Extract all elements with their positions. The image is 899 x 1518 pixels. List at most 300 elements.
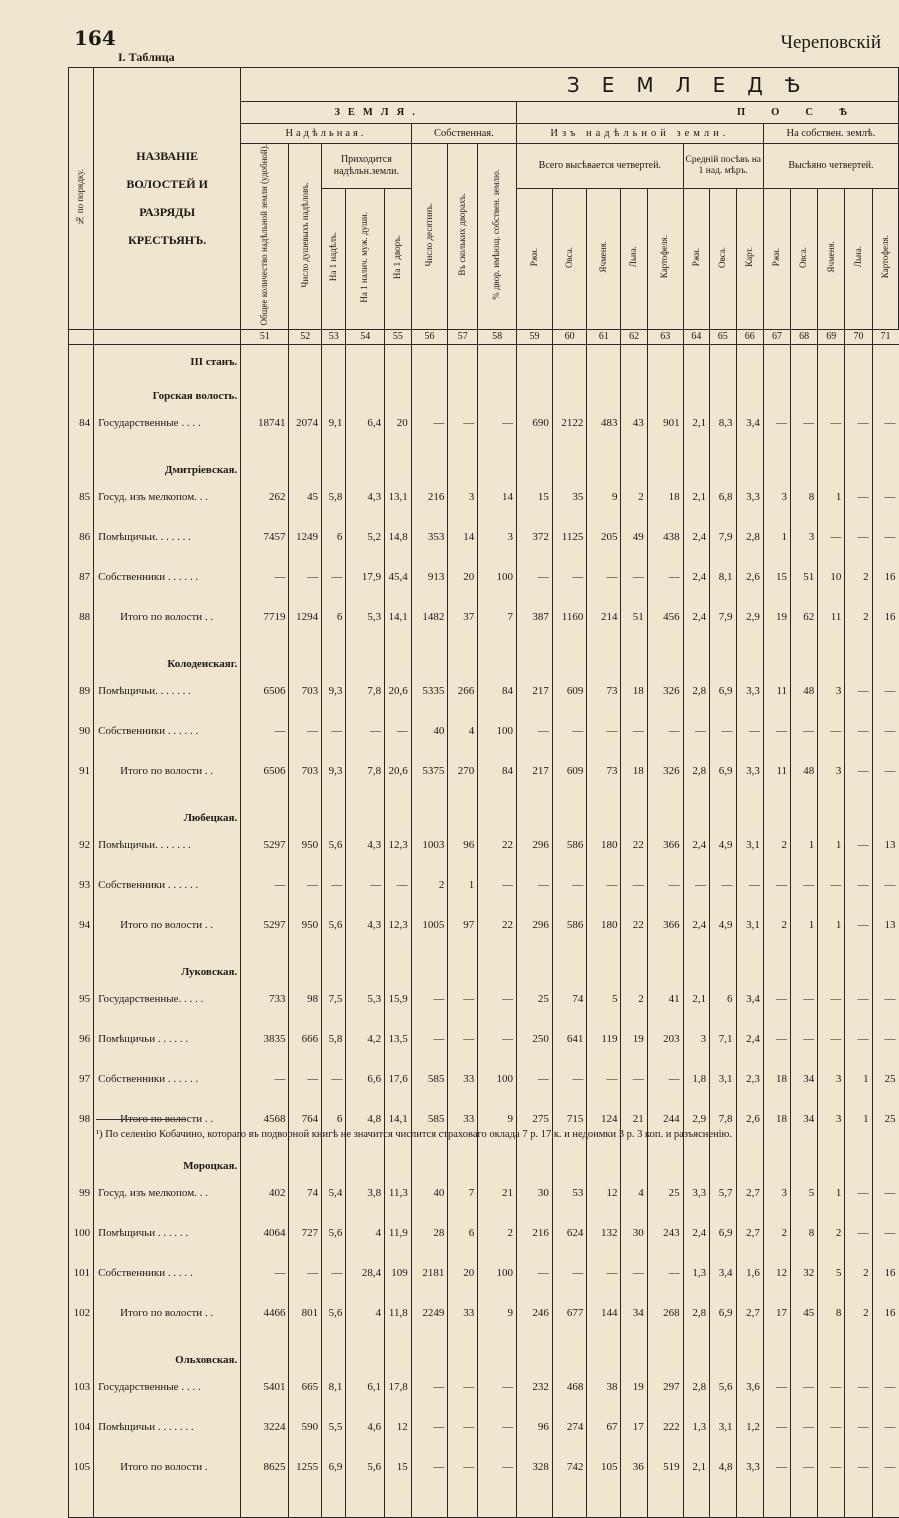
empty-cell xyxy=(346,935,385,955)
table-cell: 2,4 xyxy=(683,567,709,587)
zemlya-header: ЗЕМЛЯ. xyxy=(241,102,517,124)
column-number: 52 xyxy=(289,329,322,344)
zemledelie-title: ЗЕМЛЕДѢ xyxy=(241,68,899,102)
empty-cell xyxy=(385,1009,412,1029)
empty-cell xyxy=(736,507,763,527)
empty-cell xyxy=(736,801,763,835)
table-cell: — xyxy=(818,1377,845,1397)
column-number: 58 xyxy=(478,329,517,344)
table-cell: 20 xyxy=(448,567,478,587)
empty-cell xyxy=(683,1149,709,1183)
table-cell: 4568 xyxy=(241,1109,289,1129)
table-cell: 1,6 xyxy=(736,1263,763,1283)
table-cell: — xyxy=(516,721,552,741)
empty-cell xyxy=(385,1049,412,1069)
table-cell: — xyxy=(411,413,448,433)
no-column-header: № по порядку. xyxy=(69,68,94,330)
empty-cell xyxy=(872,587,898,607)
empty-cell xyxy=(448,781,478,801)
row-gap xyxy=(69,895,899,915)
table-cell: 2,4 xyxy=(683,915,709,935)
footnote: ¹) По селенію Кобачино, котораго въ подворной книгѣ не значится числится страховаго оклада 7 р. 17 к. и недоимки 3 р. 3 коп. и разъясненію. xyxy=(96,1129,733,1140)
empty-cell xyxy=(647,1437,683,1457)
empty-cell xyxy=(818,1343,845,1377)
empty-cell xyxy=(587,1497,621,1518)
empty-cell xyxy=(710,1437,736,1457)
empty-cell xyxy=(818,1477,845,1497)
empty-cell xyxy=(411,1323,448,1343)
empty-cell xyxy=(478,1203,517,1223)
table-cell: 33 xyxy=(448,1109,478,1129)
empty-cell xyxy=(241,1343,289,1377)
table-cell: 266 xyxy=(448,681,478,701)
empty-cell xyxy=(346,1343,385,1377)
volost-name: Любецкая. xyxy=(94,801,241,835)
table-cell: 20 xyxy=(448,1263,478,1283)
empty-cell xyxy=(552,647,586,681)
table-cell: 297 xyxy=(647,1377,683,1397)
table-row xyxy=(69,607,899,627)
empty-cell xyxy=(763,507,790,527)
empty-cell xyxy=(683,453,709,487)
empty-cell xyxy=(385,935,412,955)
empty-cell xyxy=(516,627,552,647)
table-cell: 2 xyxy=(763,915,790,935)
empty-cell xyxy=(346,1283,385,1303)
empty-cell xyxy=(791,1283,818,1303)
table-cell: — xyxy=(241,1263,289,1283)
crop-b-header: Карт. xyxy=(736,188,763,329)
row-gap xyxy=(69,1397,899,1417)
empty-cell xyxy=(69,935,94,955)
row-gap xyxy=(69,741,899,761)
empty-cell xyxy=(411,1477,448,1497)
table-cell: 3 xyxy=(818,761,845,781)
empty-cell xyxy=(516,1089,552,1109)
table-cell: 3,1 xyxy=(736,915,763,935)
empty-cell xyxy=(241,379,289,413)
row-gap xyxy=(69,547,899,567)
empty-cell xyxy=(587,1149,621,1183)
empty-cell xyxy=(94,1437,241,1457)
column-number: 62 xyxy=(621,329,647,344)
empty-cell xyxy=(818,1437,845,1457)
empty-cell xyxy=(69,1497,94,1518)
empty-cell xyxy=(683,1397,709,1417)
empty-cell xyxy=(385,1437,412,1457)
empty-cell xyxy=(845,587,872,607)
empty-cell xyxy=(587,1009,621,1029)
table-cell: 8625 xyxy=(241,1457,289,1477)
table-cell: 25 xyxy=(647,1183,683,1203)
empty-cell xyxy=(448,1477,478,1497)
table-row xyxy=(69,875,899,895)
empty-cell xyxy=(587,647,621,681)
empty-cell xyxy=(621,935,647,955)
empty-cell xyxy=(621,379,647,413)
crop-c-header: Овса. xyxy=(791,188,818,329)
table-cell: 6 xyxy=(322,1109,346,1129)
table-cell: 124 xyxy=(587,1109,621,1129)
row-label: Собственники . . . . . . xyxy=(94,875,241,895)
empty-cell xyxy=(385,1343,412,1377)
empty-cell xyxy=(647,344,683,379)
empty-cell xyxy=(736,701,763,721)
table-cell: — xyxy=(516,567,552,587)
empty-cell xyxy=(552,1049,586,1069)
row-number: 104 xyxy=(69,1417,94,1437)
empty-cell xyxy=(289,895,322,915)
empty-cell xyxy=(710,453,736,487)
empty-cell xyxy=(346,1437,385,1457)
empty-cell xyxy=(94,1009,241,1029)
empty-cell xyxy=(872,1323,898,1343)
empty-cell xyxy=(763,895,790,915)
table-cell: 84 xyxy=(478,681,517,701)
row-number xyxy=(69,1343,94,1377)
empty-cell xyxy=(346,547,385,567)
empty-cell xyxy=(710,1049,736,1069)
column-number: 70 xyxy=(845,329,872,344)
empty-cell xyxy=(763,1243,790,1263)
table-cell: — xyxy=(411,989,448,1009)
table-cell: 3,4 xyxy=(710,1263,736,1283)
page-header xyxy=(0,0,899,70)
empty-cell xyxy=(647,781,683,801)
per-household-header: На 1 дворъ. xyxy=(385,188,412,329)
table-cell: 9,3 xyxy=(322,761,346,781)
empty-cell xyxy=(411,1089,448,1109)
table-row xyxy=(69,681,899,701)
empty-cell xyxy=(69,1049,94,1069)
table-cell: — xyxy=(763,875,790,895)
table-cell: — xyxy=(818,1457,845,1477)
empty-cell xyxy=(94,1089,241,1109)
empty-cell xyxy=(94,1243,241,1263)
empty-cell xyxy=(448,1243,478,1263)
empty-cell xyxy=(385,647,412,681)
empty-cell xyxy=(385,801,412,835)
empty-cell xyxy=(710,935,736,955)
table-cell: 353 xyxy=(411,527,448,547)
table-cell: — xyxy=(552,721,586,741)
empty-cell xyxy=(516,895,552,915)
empty-cell xyxy=(710,547,736,567)
empty-cell xyxy=(322,627,346,647)
empty-cell xyxy=(289,1343,322,1377)
empty-cell xyxy=(322,1477,346,1497)
empty-cell xyxy=(478,1397,517,1417)
empty-cell xyxy=(385,1323,412,1343)
empty-cell xyxy=(872,547,898,567)
empty-cell xyxy=(872,1343,898,1377)
table-cell: — xyxy=(791,1457,818,1477)
table-cell: 4,8 xyxy=(346,1109,385,1129)
row-label: Собственники . . . . . . xyxy=(94,1069,241,1089)
table-cell: 1 xyxy=(845,1109,872,1129)
empty-cell xyxy=(552,1243,586,1263)
empty-cell xyxy=(69,1243,94,1263)
table-cell: 3835 xyxy=(241,1029,289,1049)
table-cell: 17,8 xyxy=(385,1377,412,1397)
table-cell: 2,8 xyxy=(683,761,709,781)
table-cell: 742 xyxy=(552,1457,586,1477)
empty-cell xyxy=(621,1089,647,1109)
empty-cell xyxy=(346,1203,385,1223)
table-cell: 950 xyxy=(289,915,322,935)
table-cell: 677 xyxy=(552,1303,586,1323)
empty-cell xyxy=(818,1283,845,1303)
table-cell: 2 xyxy=(478,1223,517,1243)
row-label: Помѣщичьи. . . . . . . xyxy=(94,527,241,547)
empty-cell xyxy=(587,587,621,607)
table-cell: 12,3 xyxy=(385,835,412,855)
empty-cell xyxy=(818,1149,845,1183)
empty-cell xyxy=(289,433,322,453)
table-cell: — xyxy=(385,721,412,741)
table-cell: 7457 xyxy=(241,527,289,547)
empty-cell xyxy=(621,701,647,721)
empty-cell xyxy=(516,344,552,379)
table-cell: 585 xyxy=(411,1069,448,1089)
empty-cell xyxy=(845,1203,872,1223)
empty-cell xyxy=(241,781,289,801)
table-cell: — xyxy=(763,1377,790,1397)
empty-cell xyxy=(791,1203,818,1223)
empty-cell xyxy=(552,701,586,721)
table-cell: — xyxy=(552,567,586,587)
table-bottom xyxy=(69,1497,899,1518)
empty-cell xyxy=(872,647,898,681)
table-cell: 15 xyxy=(516,487,552,507)
empty-cell xyxy=(647,935,683,955)
empty-cell xyxy=(448,1497,478,1518)
table-cell: 144 xyxy=(587,1303,621,1323)
table-cell: 62 xyxy=(791,607,818,627)
table-cell: 1125 xyxy=(552,527,586,547)
empty-cell xyxy=(552,1089,586,1109)
row-label: Государственные. . . . . xyxy=(94,989,241,1009)
empty-cell xyxy=(411,1009,448,1029)
table-cell: 48 xyxy=(791,681,818,701)
empty-cell xyxy=(710,801,736,835)
empty-cell xyxy=(818,379,845,413)
table-cell: 665 xyxy=(289,1377,322,1397)
empty-cell xyxy=(763,1323,790,1343)
table-cell: — xyxy=(289,567,322,587)
table-cell: — xyxy=(647,875,683,895)
column-number: 57 xyxy=(448,329,478,344)
table-cell: — xyxy=(736,875,763,895)
column-number: 54 xyxy=(346,329,385,344)
volost-name: Ольховская. xyxy=(94,1343,241,1377)
table-cell: 438 xyxy=(647,527,683,547)
volost-name: Горская волость. xyxy=(94,379,241,413)
table-cell: 8,1 xyxy=(322,1377,346,1397)
empty-cell xyxy=(710,741,736,761)
empty-cell xyxy=(322,801,346,835)
empty-cell xyxy=(241,741,289,761)
empty-cell xyxy=(845,507,872,527)
empty-cell xyxy=(683,855,709,875)
empty-cell xyxy=(94,507,241,527)
empty-cell xyxy=(516,379,552,413)
empty-cell xyxy=(552,895,586,915)
table-cell: — xyxy=(872,1223,898,1243)
empty-cell xyxy=(322,1049,346,1069)
empty-cell xyxy=(411,344,448,379)
empty-cell xyxy=(516,1323,552,1343)
empty-cell xyxy=(818,1089,845,1109)
empty-cell xyxy=(289,1089,322,1109)
table-cell: 3 xyxy=(478,527,517,547)
table-cell: 43 xyxy=(621,413,647,433)
sredniy-header: Средній посѣвъ на 1 над. мѣръ. xyxy=(683,144,763,189)
empty-cell xyxy=(448,1149,478,1183)
empty-cell xyxy=(736,1397,763,1417)
empty-cell xyxy=(587,1089,621,1109)
table-cell: 1,3 xyxy=(683,1417,709,1437)
table-cell: 2,1 xyxy=(683,1457,709,1477)
table-cell: 14 xyxy=(448,527,478,547)
empty-cell xyxy=(322,955,346,989)
row-number: 92 xyxy=(69,835,94,855)
empty-cell xyxy=(411,453,448,487)
table-cell: 6,6 xyxy=(346,1069,385,1089)
empty-cell xyxy=(385,344,412,379)
empty-cell xyxy=(241,1009,289,1029)
table-row xyxy=(69,1417,899,1437)
table-cell: — xyxy=(845,1417,872,1437)
empty-cell xyxy=(346,1149,385,1183)
empty-cell xyxy=(791,1149,818,1183)
empty-cell xyxy=(552,801,586,835)
column-number: 68 xyxy=(791,329,818,344)
empty-cell xyxy=(478,895,517,915)
empty-cell xyxy=(552,1323,586,1343)
table-cell: — xyxy=(763,989,790,1009)
table-row xyxy=(69,1223,899,1243)
table-cell: 2,4 xyxy=(736,1029,763,1049)
table-cell: — xyxy=(791,989,818,1009)
crop-b-header: Ржи. xyxy=(683,188,709,329)
empty-cell xyxy=(478,1437,517,1457)
table-cell: — xyxy=(872,1457,898,1477)
empty-cell xyxy=(818,507,845,527)
table-cell: — xyxy=(845,989,872,1009)
column-number: 59 xyxy=(516,329,552,344)
empty-cell xyxy=(411,955,448,989)
empty-cell xyxy=(621,507,647,527)
column-number: 64 xyxy=(683,329,709,344)
table-cell: 5,3 xyxy=(346,607,385,627)
table-cell: 2,8 xyxy=(683,1377,709,1397)
table-cell: — xyxy=(552,875,586,895)
table-cell: 801 xyxy=(289,1303,322,1323)
table-cell: 74 xyxy=(552,989,586,1009)
empty-cell xyxy=(763,701,790,721)
table-cell: 5,5 xyxy=(322,1417,346,1437)
empty-cell xyxy=(736,1203,763,1223)
empty-cell xyxy=(587,453,621,487)
table-cell: 19 xyxy=(763,607,790,627)
row-number xyxy=(69,647,94,681)
empty-cell xyxy=(587,895,621,915)
empty-cell xyxy=(322,379,346,413)
empty-cell xyxy=(710,1203,736,1223)
empty-cell xyxy=(411,1437,448,1457)
empty-cell xyxy=(647,855,683,875)
empty-cell xyxy=(322,1089,346,1109)
empty-cell xyxy=(647,1009,683,1029)
empty-cell xyxy=(621,1397,647,1417)
empty-cell xyxy=(241,1437,289,1457)
empty-cell xyxy=(587,433,621,453)
table-cell: 119 xyxy=(587,1029,621,1049)
empty-cell xyxy=(872,1477,898,1497)
empty-cell xyxy=(683,344,709,379)
empty-cell xyxy=(791,895,818,915)
empty-cell xyxy=(763,1437,790,1457)
empty-cell xyxy=(69,1323,94,1343)
empty-cell xyxy=(845,1437,872,1457)
table-cell: 2 xyxy=(845,607,872,627)
empty-cell xyxy=(69,1009,94,1029)
empty-cell xyxy=(552,1203,586,1223)
volost-heading-row xyxy=(69,1343,899,1377)
empty-cell xyxy=(448,647,478,681)
table-cell: 22 xyxy=(621,835,647,855)
table-cell: — xyxy=(845,875,872,895)
empty-cell xyxy=(763,1203,790,1223)
row-label: Государственные . . . . xyxy=(94,1377,241,1397)
empty-cell xyxy=(478,1283,517,1303)
na-sobstv-header: На собствен. землѣ. xyxy=(763,124,898,144)
table-row xyxy=(69,487,899,507)
empty-cell xyxy=(791,547,818,567)
sobstvennaya-header: Собственная. xyxy=(411,124,516,144)
table-cell: 2,3 xyxy=(736,1069,763,1089)
table-cell: 2,8 xyxy=(683,1303,709,1323)
table-cell: — xyxy=(478,1377,517,1397)
empty-cell xyxy=(818,647,845,681)
footnote-rule xyxy=(96,1119,186,1120)
empty-cell xyxy=(872,741,898,761)
empty-cell xyxy=(710,647,736,681)
empty-cell xyxy=(346,1323,385,1343)
row-label: Госуд. изъ мелкопом. . . xyxy=(94,487,241,507)
empty-cell xyxy=(411,895,448,915)
empty-cell xyxy=(587,1203,621,1223)
empty-cell xyxy=(411,379,448,413)
table-cell: 270 xyxy=(448,761,478,781)
table-cell: 6 xyxy=(448,1223,478,1243)
row-gap xyxy=(69,1089,899,1109)
table-cell: 703 xyxy=(289,761,322,781)
table-cell: 18741 xyxy=(241,413,289,433)
table-cell: 244 xyxy=(647,1109,683,1129)
row-number: 84 xyxy=(69,413,94,433)
table-row xyxy=(69,413,899,433)
empty-cell xyxy=(683,587,709,607)
table-row xyxy=(69,1303,899,1323)
table-cell: 4 xyxy=(448,721,478,741)
empty-cell xyxy=(736,587,763,607)
empty-cell xyxy=(763,1049,790,1069)
crop-c-header: Ячменя. xyxy=(818,188,845,329)
empty-cell xyxy=(94,547,241,567)
table-cell: 3,1 xyxy=(736,835,763,855)
